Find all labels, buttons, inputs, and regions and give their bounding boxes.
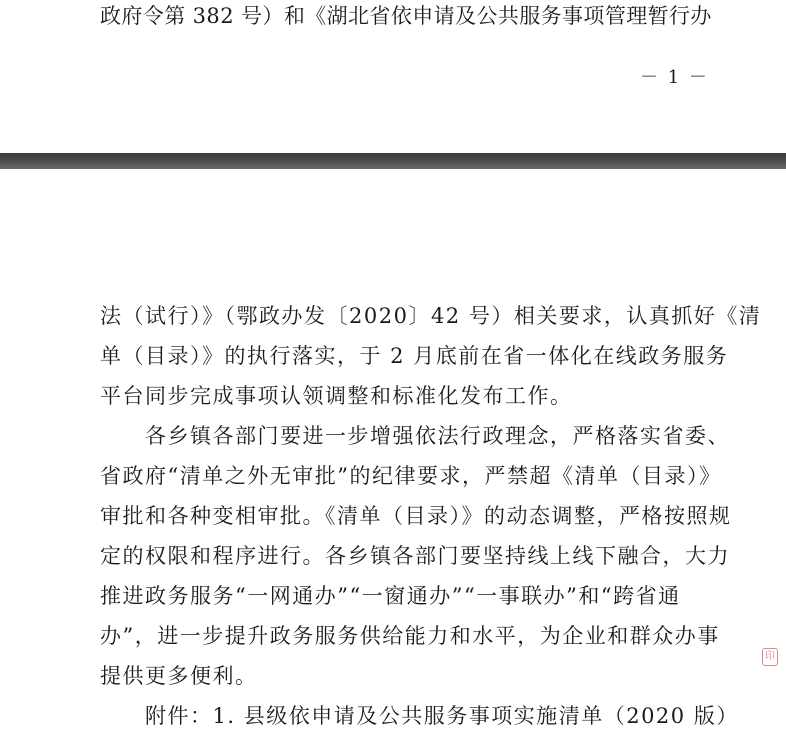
body-line: 单（目录）》的执行落实，于 2 月底前在省一体化在线政务服务 [100, 344, 729, 368]
body-line: 推进政务服务“一网通办”“一窗通办”“一事联办”和“跨省通 [100, 584, 681, 608]
previous-page-last-line: 政府令第 382 号）和《湖北省依申请及公共服务事项管理暂行办 [100, 4, 712, 28]
body-line: 定的权限和程序进行。各乡镇各部门要坚持线上线下融合，大力 [100, 544, 730, 568]
body-line: 审批和各种变相审批。《清单（目录）》的动态调整，严格按照规 [100, 504, 732, 528]
page-separator [0, 153, 786, 169]
body-line: 省政府“清单之外无审批”的纪律要求，严禁超《清单（目录）》 [100, 464, 722, 488]
previous-page [0, 0, 786, 153]
body-line: 办”，进一步提升政务服务供给能力和水平，为企业和群众办事 [100, 624, 720, 648]
body-line: 法（试行）》（鄂政办发〔2020〕42 号）相关要求，认真抓好《清 [100, 304, 762, 328]
attachment-line: 附件：1. 县级依申请及公共服务事项实施清单（2020 版） [100, 704, 739, 728]
body-line: 平台同步完成事项认领调整和标准化发布工作。 [100, 384, 573, 408]
body-line: 各乡镇各部门要进一步增强依法行政理念，严格落实省委、 [100, 424, 730, 448]
body-line: 提供更多便利。 [100, 664, 258, 688]
page-number: － 1 － [640, 67, 709, 88]
seal-stamp-icon: 印 [762, 648, 778, 666]
document-body [100, 296, 762, 736]
